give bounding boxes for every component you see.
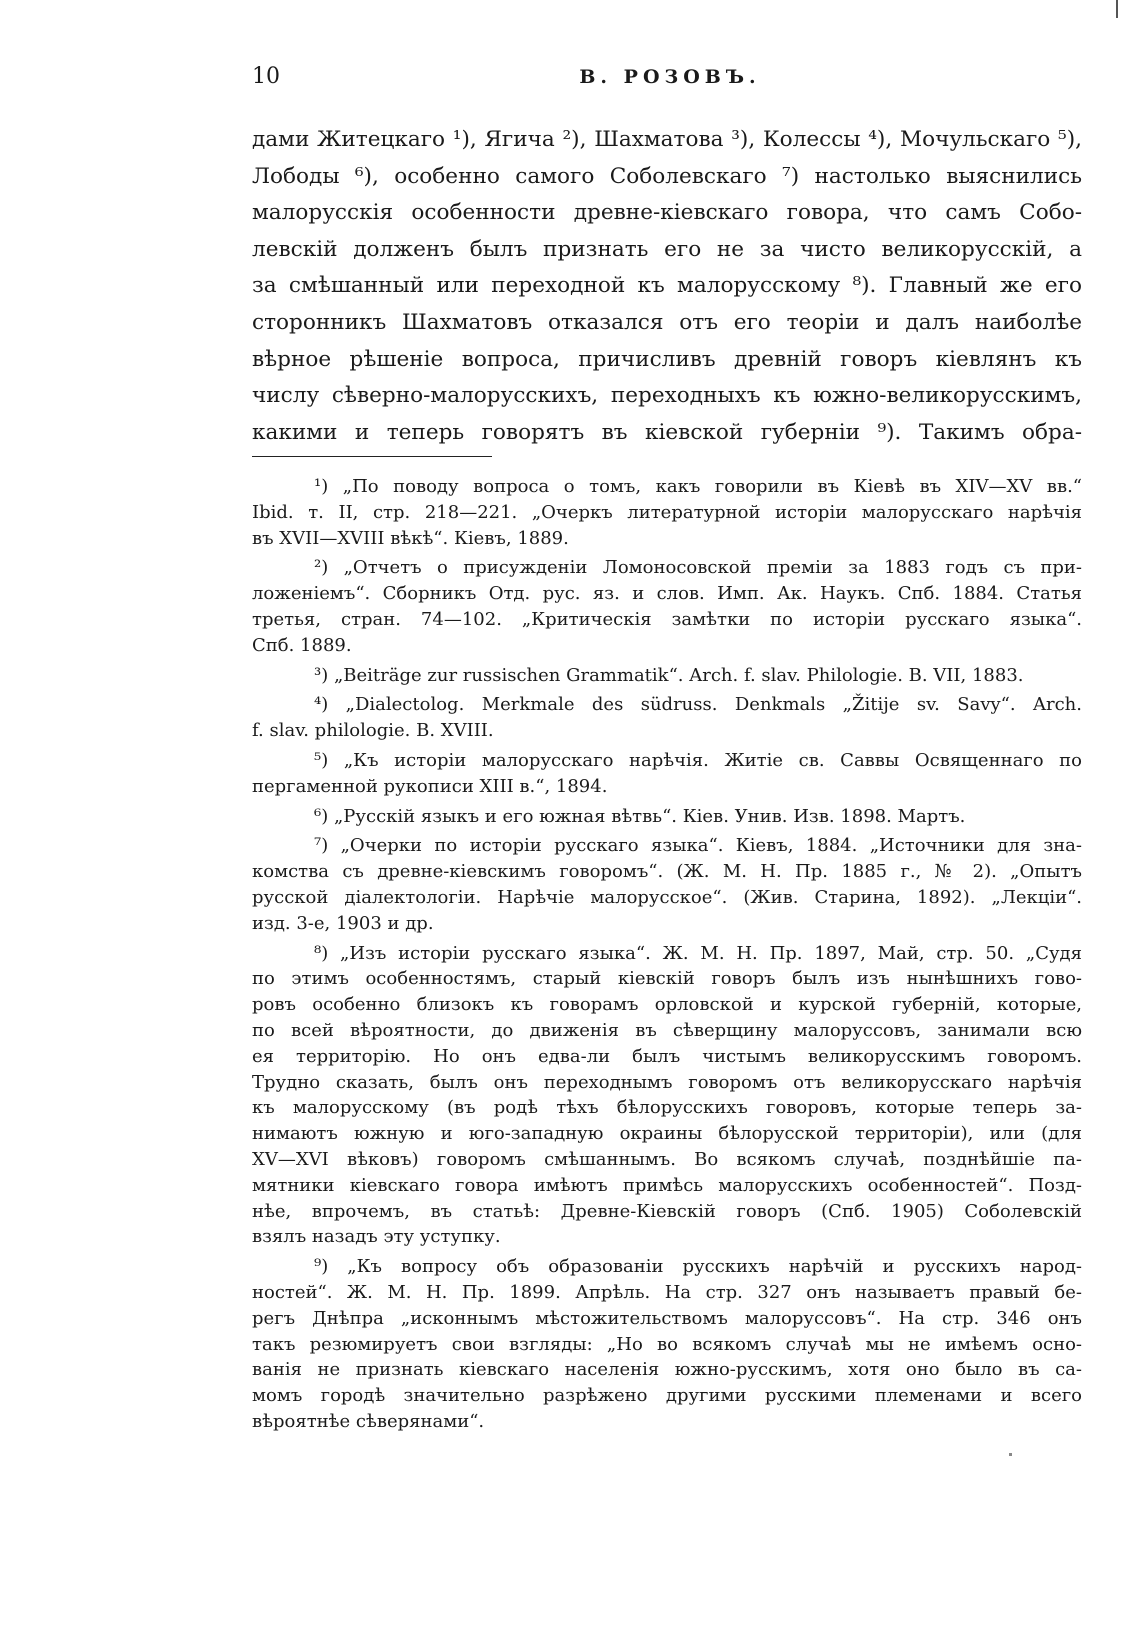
footnote-1 [252, 474, 1082, 551]
main-text-line: вѣрное рѣшеніе вопроса, причисливъ древній говоръ кіевлянъ къ [252, 346, 1082, 372]
footnote-line: изд. 3-е, 1903 и др. [252, 912, 434, 934]
footnote-line: ея территорію. Но онъ едва-ли былъ чистымъ великорусскимъ говоромъ. [252, 1045, 1082, 1067]
footnote-rule [252, 456, 492, 457]
main-text-line: какими и теперь говорятъ въ кіевской губерніи ⁹). Такимъ обра- [252, 419, 1082, 445]
footnote-line: ⁵) „Къ исторіи малорусскаго нарѣчія. Житіе св. Саввы Освященнаго по [314, 749, 1082, 771]
footnote-line: f. slav. philologie. B. XVIII. [252, 720, 494, 742]
footnote-line: ⁹) „Къ вопросу объ образованіи русскихъ нарѣчій и русскихъ народ- [314, 1256, 1082, 1278]
main-text [252, 122, 1082, 451]
footnote-line: ванія не признать кіевскаго населенія южно-русскимъ, хотя оно было въ са- [252, 1359, 1082, 1381]
main-text-line: за смѣшанный или переходной къ малорусскому ⁸). Главный же его [252, 273, 1082, 299]
footnote-line: ⁸) „Изъ исторіи русскаго языка“. Ж. М. Н. Пр. 1897, Май, стр. 50. „Судя [314, 942, 1082, 964]
main-text-line: малорусскія особенности древне-кіевскаго говора, что самъ Собо- [252, 200, 1082, 226]
footnote-line: по всей вѣроятности, до движенія въ сѣверщину малоруссовъ, занимали всю [252, 1019, 1082, 1041]
footnote-line: ложеніемъ“. Сборникъ Отд. рус. яз. и слов. Имп. Ак. Наукъ. Спб. 1884. Статья [252, 583, 1082, 605]
footnote-line: нѣе, впрочемъ, въ статьѣ: Древне-Кіевскій говоръ (Спб. 1905) Соболевскій [252, 1200, 1082, 1222]
footnote-9 [252, 1254, 1082, 1435]
main-text-line: сторонникъ Шахматовъ отказался отъ его теоріи и далъ наиболѣе [252, 309, 1082, 335]
footnote-line: къ малорусскому (въ родѣ тѣхъ бѣлорусскихъ говоровъ, которые теперь за- [252, 1097, 1082, 1119]
footnote-8 [252, 941, 1082, 1251]
footnote-line: Трудно сказать, былъ онъ переходнымъ говоромъ отъ великорусскаго нарѣчія [252, 1071, 1082, 1093]
footnote-4 [252, 692, 1082, 744]
page-speck [1009, 1453, 1012, 1456]
main-text-line: левскій долженъ былъ признать его не за чисто великорусскій, а [252, 236, 1082, 262]
footnote-6 [252, 804, 1082, 830]
margin-mark [1116, 0, 1118, 18]
footnote-line: ¹) „По поводу вопроса о томъ, какъ говорили въ Кіевѣ въ XIV—XV вв.“ [314, 476, 1082, 497]
footnote-line: момъ городѣ значительно разрѣжено другими русскими племенами и всего [252, 1385, 1082, 1407]
footnote-line: мятники кіевскаго говора имѣютъ примѣсь малорусскихъ особенностей“. Позд- [252, 1174, 1082, 1196]
footnote-line: ³) „Beiträge zur russischen Grammatik“. Arch. f. slav. Philologie. B. VII, 1883. [314, 664, 1024, 686]
running-head: В. РОЗОВЪ. [579, 66, 761, 88]
page-number: 10 [252, 64, 280, 89]
main-text-line: Лободы ⁶), особенно самого Соболевскаго ⁷) настолько выяснились [252, 163, 1082, 189]
footnote-line: ⁷) „Очерки по исторіи русскаго языка“. Кіевъ, 1884. „Источники для зна- [314, 835, 1082, 857]
footnote-2 [252, 555, 1082, 658]
footnote-line: ровъ особенно близокъ къ говорамъ орловской и курской губерній, которые, [252, 994, 1082, 1016]
footnote-line: Ibid. т. II, стр. 218—221. „Очеркъ литературной исторіи малорусскаго нарѣчія [252, 501, 1082, 523]
footnote-3 [252, 663, 1082, 689]
footnote-line: ностей“. Ж. М. Н. Пр. 1899. Апрѣль. На стр. 327 онъ называетъ правый бе- [252, 1281, 1082, 1303]
footnote-line: вѣроятнѣе сѣверянами“. [252, 1410, 485, 1432]
footnote-line: третья, стран. 74—102. „Критическія замѣтки по исторіи русскаго языка“. [252, 608, 1082, 630]
footnote-line: комства съ древне-кіевскимъ говоромъ“. (Ж. М. Н. Пр. 1885 г., № 2). „Опытъ [252, 861, 1082, 883]
footnote-line: русской діалектологіи. Нарѣчіе малорусское“. (Жив. Старина, 1892). „Лекціи“. [252, 886, 1082, 908]
footnote-line: ²) „Отчетъ о присужденіи Ломоносовской преміи за 1883 годъ съ при- [314, 557, 1082, 579]
page-header [252, 64, 1088, 94]
footnote-7 [252, 833, 1082, 936]
footnote-line: Спб. 1889. [252, 634, 352, 656]
footnote-line: пергаменной рукописи XIII в.“, 1894. [252, 775, 608, 797]
footnotes [252, 474, 1082, 1439]
footnote-line: по этимъ особенностямъ, старый кіевскій говоръ былъ изъ нынѣшнихъ гово- [252, 968, 1082, 990]
footnote-line: нимаютъ южную и юго-западную окраины бѣлорусской территоріи), или (для [252, 1123, 1082, 1145]
footnote-line: такъ резюмируетъ свои взгляды: „Но во всякомъ случаѣ мы не имѣемъ осно- [252, 1333, 1082, 1355]
footnote-line: ⁶) „Русскій языкъ и его южная вѣтвь“. Кіев. Унив. Изв. 1898. Мартъ. [314, 805, 966, 827]
main-text-line: числу сѣверно-малорусскихъ, переходныхъ къ южно-великорусскимъ, [252, 383, 1082, 409]
footnote-5 [252, 748, 1082, 800]
footnote-line: XV—XVI вѣковъ) говоромъ смѣшаннымъ. Во всякомъ случаѣ, позднѣйшіе па- [252, 1148, 1082, 1170]
footnote-line: въ XVII—XVIII вѣкѣ“. Кіевъ, 1889. [252, 527, 569, 549]
footnote-line: взялъ назадъ эту уступку. [252, 1226, 501, 1248]
footnote-line: регъ Днѣпра „исконнымъ мѣстожительствомъ малоруссовъ“. На стр. 346 онъ [252, 1307, 1082, 1329]
main-text-line: дами Житецкаго ¹), Ягича ²), Шахматова ³), Колессы ⁴), Мочульскаго ⁵), [252, 127, 1082, 152]
footnote-line: ⁴) „Dialectolog. Merkmale des südruss. Denkmals „Žitije sv. Savy“. Arch. [314, 694, 1082, 716]
